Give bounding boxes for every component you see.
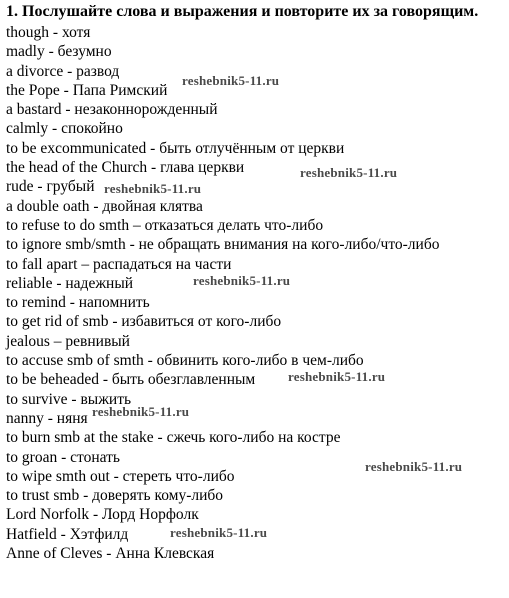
vocab-item: reliable - надежный: [6, 274, 134, 292]
vocab-item: to groan - стонать: [6, 448, 120, 466]
vocab-item: to ignore smb/smth - не обращать внимания на кого-либо/что-либо: [6, 236, 440, 254]
watermark: reshebnik5-11.ru: [104, 181, 202, 196]
vocab-item: a divorce - развод: [6, 62, 120, 80]
vocabulary-list: [6, 23, 439, 563]
vocab-item: though - хотя: [6, 24, 91, 41]
vocab-item: to get rid of smb - избавиться от кого-либо: [6, 313, 282, 331]
vocab-item: to be excommunicated - быть отлучённым от церкви: [6, 139, 345, 157]
vocab-item: nanny - няня: [6, 409, 88, 427]
watermark: reshebnik5-11.ru: [365, 459, 463, 474]
vocab-item: madly - безумно: [6, 43, 112, 61]
vocab-item: to trust smb - доверять кому-либо: [6, 487, 224, 505]
watermark: reshebnik5-11.ru: [170, 525, 268, 540]
vocab-item: Hatfield - Хэтфилд: [6, 525, 129, 543]
vocab-item: to survive - выжить: [6, 390, 132, 408]
vocab-item: a double oath - двойная клятва: [6, 197, 203, 215]
vocab-item: to wipe smth out - стереть что-либо: [6, 467, 235, 485]
vocab-item: the head of the Church - глава церкви: [6, 159, 245, 177]
vocab-item: the Pope - Папа Римский: [6, 81, 168, 99]
vocab-item: to accuse smb of smth - обвинить кого-либо в чем-либо: [6, 352, 364, 370]
exercise-title: 1. Послушайте слова и выражения и повторите их за говорящим.: [6, 3, 479, 20]
vocab-item: calmly - спокойно: [6, 120, 123, 138]
vocab-item: to remind - напомнить: [6, 294, 150, 312]
vocab-item: a bastard - незаконнорожденный: [6, 101, 218, 119]
watermark: reshebnik5-11.ru: [288, 369, 386, 384]
watermark: reshebnik5-11.ru: [92, 404, 190, 419]
vocab-item: rude - грубый: [6, 178, 95, 196]
vocab-item: Lord Norfolk - Лорд Норфолк: [6, 506, 199, 524]
vocab-item: to refuse to do smth – отказаться делать что-либо: [6, 216, 324, 234]
vocab-item: Anne of Cleves - Анна Клевская: [6, 545, 215, 563]
vocab-item: jealous – ревнивый: [6, 332, 130, 350]
watermark: reshebnik5-11.ru: [300, 165, 398, 180]
vocab-item: to burn smb at the stake - сжечь кого-либо на костре: [6, 429, 341, 447]
vocab-item: to be beheaded - быть обезглавленным: [6, 371, 256, 389]
watermark: reshebnik5-11.ru: [193, 273, 291, 288]
vocab-item: to fall apart – распадаться на части: [6, 255, 232, 273]
watermark: reshebnik5-11.ru: [182, 73, 280, 88]
